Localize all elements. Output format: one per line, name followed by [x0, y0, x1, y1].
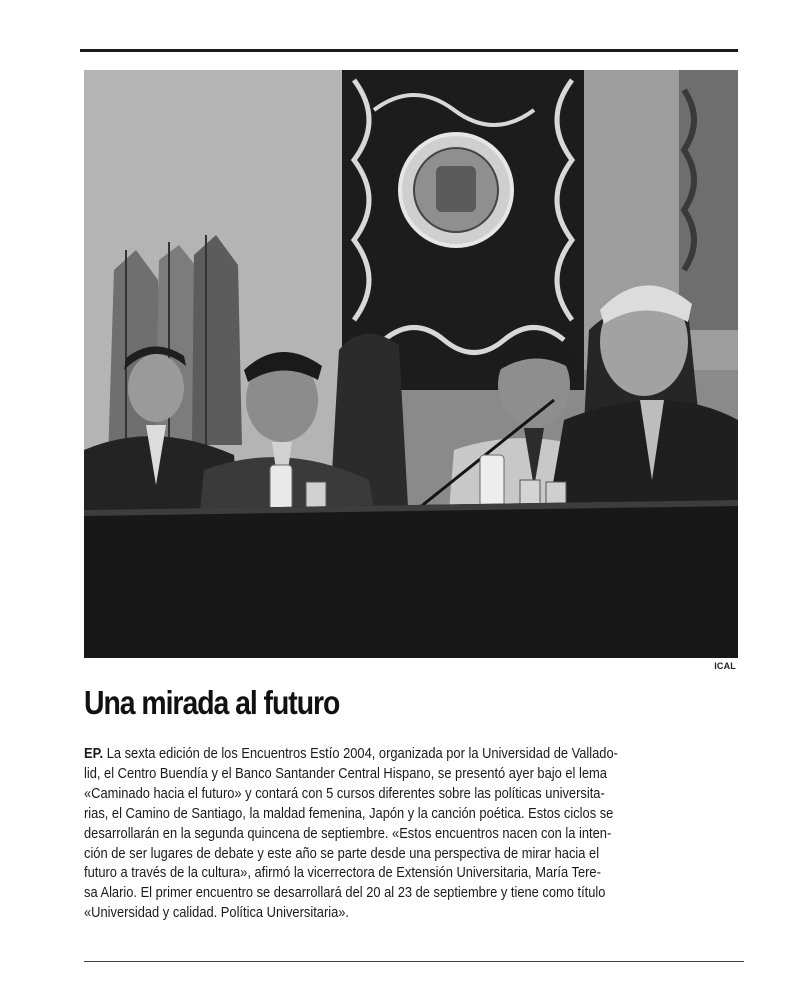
article-body: [84, 745, 737, 924]
article-line: «Universidad y calidad. Política Universitaria».: [84, 905, 350, 922]
press-conference-photo: [84, 70, 738, 658]
article-line: «Caminado hacia el futuro» y contará con 5 cursos diferentes sobre las políticas universita-: [84, 785, 605, 802]
article-line: rias, el Camino de Santiago, la maldad femenina, Japón y la canción poética. Estos ciclos se: [84, 805, 614, 822]
photo-illustration: [84, 70, 738, 658]
photo-credit: ICAL: [714, 661, 736, 671]
article-line: ción de ser lugares de debate y este año se parte desde una perspectiva de mirar hacia el: [84, 845, 600, 862]
article-line: sa Alario. El primer encuentro se desarrollará del 20 al 23 de septiembre y tiene como título: [84, 885, 606, 902]
agency-tag: EP.: [84, 746, 104, 762]
top-rule: [80, 49, 738, 52]
article-line: desarrollarán en la segunda quincena de septiembre. «Estos encuentros nacen con la inten-: [84, 825, 612, 842]
bottom-rule: [84, 961, 744, 962]
article-line: futuro a través de la cultura», afirmó la vicerrectora de Extensión Universitaria, María Tere-: [84, 865, 601, 882]
headline: Una mirada al futuro: [84, 684, 340, 721]
article-line: lid, el Centro Buendía y el Banco Santander Central Hispano, se presentó ayer bajo el lema: [84, 765, 607, 782]
article-line: EP. La sexta edición de los Encuentros Estío 2004, organizada por la Universidad de Vallado-: [84, 746, 618, 762]
